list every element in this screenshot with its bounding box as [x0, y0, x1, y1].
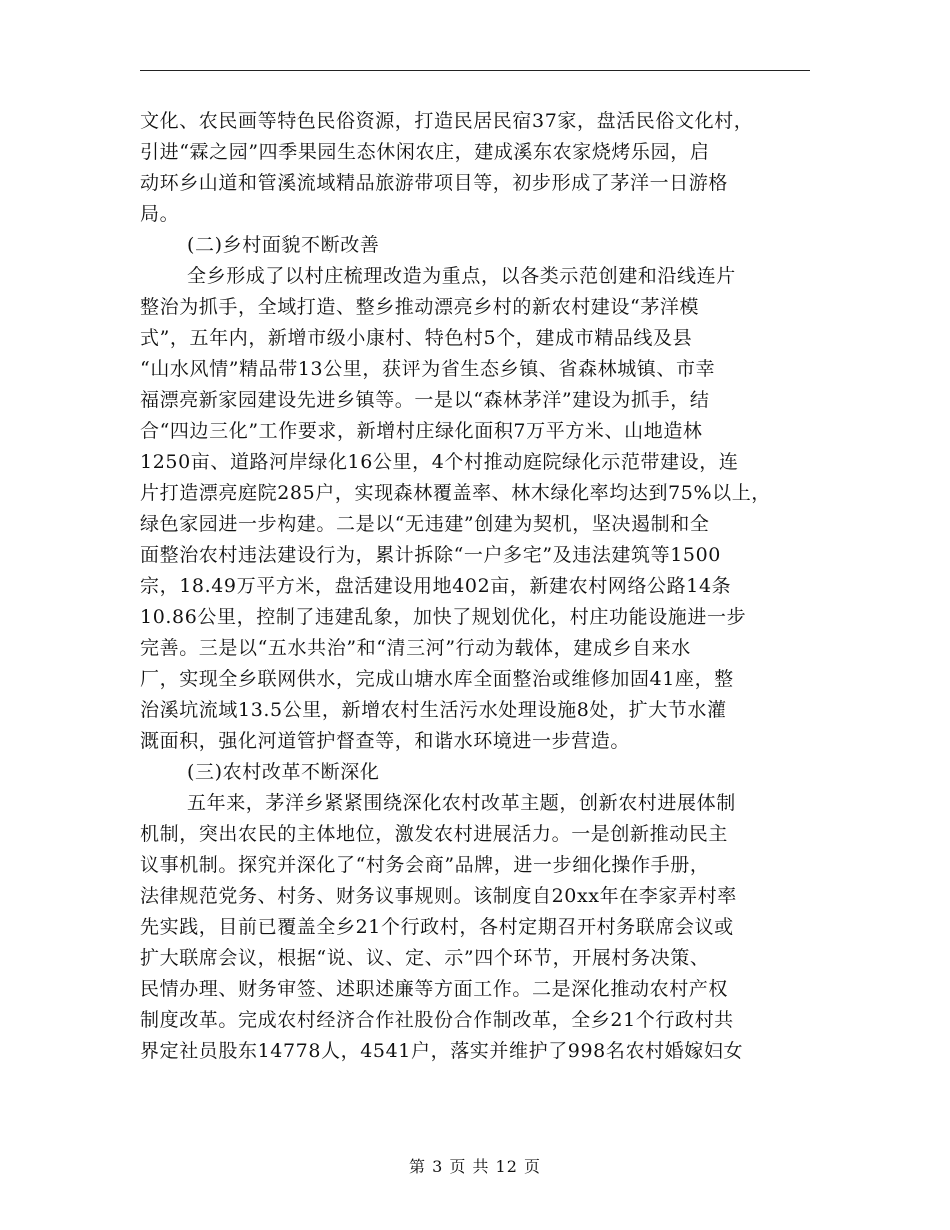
text-line: 全乡形成了以村庄梳理改造为重点，以各类示范创建和沿线连片: [187, 265, 736, 287]
text-line: 合“四边三化”工作要求，新增村庄绿化面积7万平方米、山地造林: [140, 420, 703, 442]
text-line: (二)乡村面貌不断改善: [187, 234, 380, 256]
text-line: 议事机制。探究并深化了“村务会商”品牌，进一步细化操作手册，: [140, 854, 710, 876]
page-footer: 第 3 页 共 12 页: [409, 1157, 541, 1176]
text-line: 界定社员股东14778人，4541户，落实并维护了998名农村婚嫁妇女: [140, 1040, 744, 1062]
text-line: 文化、农民画等特色民俗资源，打造民居民宿37家，盘活民俗文化村，: [140, 110, 754, 132]
text-line: 制度改革。完成农村经济合作社股份合作制改革，全乡21个行政村共: [140, 1009, 734, 1031]
text-line: 扩大联席会议，根据“说、议、定、示”四个环节，开展村务决策、: [140, 947, 710, 969]
text-line: 先实践，目前已覆盖全乡21个行政村，各村定期召开村务联席会议或: [140, 916, 734, 938]
text-line: “山水风情”精品带13公里，获评为省生态乡镇、省森林城镇、市幸: [140, 358, 716, 380]
text-line: 引进“霖之园”四季果园生态休闲农庄，建成溪东农家烧烤乐园，启: [140, 141, 710, 163]
text-line: 五年来，茅洋乡紧紧围绕深化农村改革主题，创新农村进展体制: [187, 792, 736, 814]
text-line: 动环乡山道和管溪流域精品旅游带项目等，初步形成了茅洋一日游格: [140, 172, 729, 194]
text-line: 福漂亮新家园建设先进乡镇等。一是以“森林茅洋”建设为抓手，结: [140, 389, 710, 411]
header-rule: [140, 70, 810, 71]
text-line: 片打造漂亮庭院285户，实现森林覆盖率、林木绿化率均达到75%以上，: [140, 482, 771, 504]
document-body: [140, 106, 812, 1067]
text-line: 厂，实现全乡联网供水，完成山塘水库全面整治或维修加固41座，整: [140, 668, 734, 690]
text-line: 面整治农村违法建设行为，累计拆除“一户多宅”及违法建筑等1500: [140, 544, 721, 566]
text-line: 10.86公里，控制了违建乱象，加快了规划优化，村庄功能设施进一步: [140, 606, 747, 628]
text-line: 民情办理、财务审签、述职述廉等方面工作。二是深化推动农村产权: [140, 978, 729, 1000]
text-line: 1250亩、道路河岸绿化16公里，4个村推动庭院绿化示范带建设，连: [140, 451, 739, 473]
text-line: 局。: [140, 203, 180, 225]
text-line: 治溪坑流域13.5公里，新增农村生活污水处理设施8处，扩大节水灌: [140, 699, 727, 721]
text-line: 完善。三是以“五水共治”和“清三河”行动为载体，建成乡自来水: [140, 637, 691, 659]
text-line: 式”，五年内，新增市级小康村、特色村5个，建成市精品线及县: [140, 327, 693, 349]
text-line: (三)农村改革不断深化: [187, 761, 380, 783]
text-line: 整治为抓手，全域打造、整乡推动漂亮乡村的新农村建设“茅洋模: [140, 296, 700, 318]
text-line: 机制，突出农民的主体地位，激发农村进展活力。一是创新推动民主: [140, 823, 729, 845]
text-line: 溉面积，强化河道管护督查等，和谐水环境进一步营造。: [140, 730, 631, 752]
text-line: 法律规范党务、村务、财务议事规则。该制度自20xx年在李家弄村率: [140, 885, 737, 907]
text-line: 绿色家园进一步构建。二是以“无违建”创建为契机，坚决遏制和全: [140, 513, 710, 535]
text-line: 宗，18.49万平方米，盘活建设用地402亩，新建农村网络公路14条: [140, 575, 732, 597]
